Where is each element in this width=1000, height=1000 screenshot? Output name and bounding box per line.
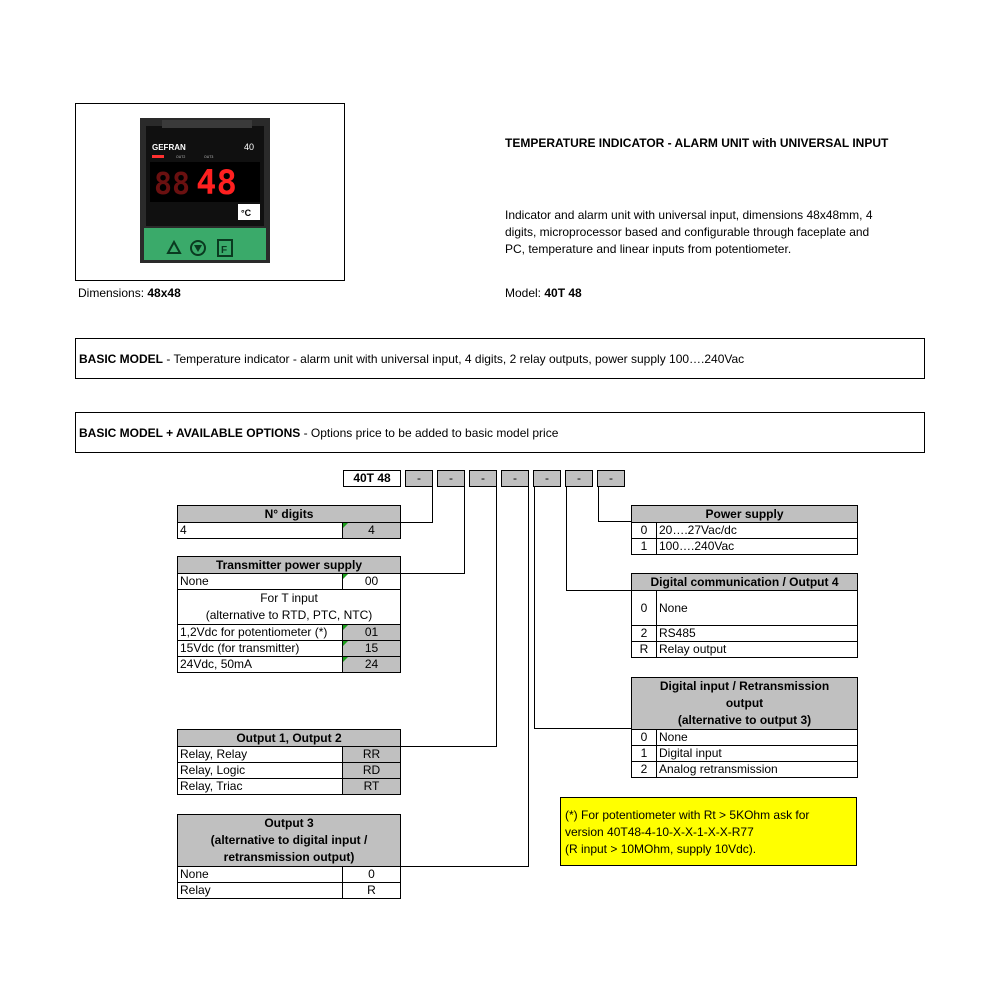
table-row: Relay, Logic RD [178, 763, 401, 779]
table-row: Relay, Triac RT [178, 779, 401, 795]
table-row: 1,2Vdc for potentiometer (*) 01 [178, 625, 401, 641]
table-row: 15Vdc (for transmitter) 15 [178, 641, 401, 657]
product-photo-frame [75, 103, 345, 281]
device-unit: °C [241, 208, 252, 218]
table-title: Transmitter power supply [178, 557, 401, 574]
table-transmitter-power [177, 556, 401, 673]
code-base-model: 40T 48 [343, 470, 401, 487]
options-label: BASIC MODEL + AVAILABLE OPTIONS [79, 425, 301, 440]
options-box [75, 412, 925, 453]
code-slot-digital-input: - [533, 470, 561, 487]
table-row: R Relay output [632, 642, 858, 658]
page-title: TEMPERATURE INDICATOR - ALARM UNIT with UNIVERSAL INPUT [505, 136, 889, 150]
options-text: - Options price to be added to basic model price [300, 425, 559, 440]
table-title: N° digits [178, 506, 401, 523]
svg-text:F: F [221, 245, 228, 256]
svg-text:48: 48 [196, 163, 237, 203]
basic-model-text: - Temperature indicator - alarm unit with universal input, 4 digits, 2 relay outputs, power supply 100….240Vac [163, 351, 745, 366]
table-row: None 00 [178, 574, 401, 590]
table-title: Digital communication / Output 4 [632, 574, 858, 591]
table-row: 2 RS485 [632, 626, 858, 642]
table-output12 [177, 729, 401, 795]
table-digital-comm [631, 573, 858, 658]
table-title: Output 3 (alternative to digital input / retransmission output) [178, 815, 401, 867]
table-row: 1 Digital input [632, 746, 858, 762]
table-power-supply [631, 505, 858, 555]
table-row: 0 None [632, 591, 858, 626]
controller-device-image [140, 118, 270, 263]
table-title: Power supply [632, 506, 858, 523]
code-slot-digital-comm: - [565, 470, 593, 487]
table-row: Relay, Relay RR [178, 747, 401, 763]
dimensions-line: Dimensions: 48x48 [78, 286, 181, 300]
svg-text:88: 88 [154, 167, 191, 202]
table-row: 1 100….240Vac [632, 539, 858, 555]
table-output3 [177, 814, 401, 899]
code-slot-digits: - [405, 470, 433, 487]
potentiometer-note: (*) For potentiometer with Rt > 5KOhm ask for version 40T48-4-10-X-X-1-X-X-R77 (R input > 10MOhm, supply 10Vdc). [560, 797, 857, 866]
basic-model-box [75, 338, 925, 379]
table-row: For T input (alternative to RTD, PTC, NTC) [178, 590, 401, 625]
table-row: 24Vdc, 50mA 24 [178, 657, 401, 673]
table-title: Digital input / Retransmission output (alternative to output 3) [632, 678, 858, 730]
code-slot-transmitter: - [437, 470, 465, 487]
table-row: 4 4 [178, 523, 401, 539]
dimensions-value: 48x48 [147, 286, 181, 300]
code-slot-output3: - [501, 470, 529, 487]
table-digital-input [631, 677, 858, 778]
connector-output3 [401, 487, 529, 867]
svg-text:OUT2: OUT2 [176, 155, 186, 159]
table-row: 2 Analog retransmission [632, 762, 858, 778]
table-row: None 0 [178, 867, 401, 883]
table-title: Output 1, Output 2 [178, 730, 401, 747]
code-slot-output12: - [469, 470, 497, 487]
device-brand: GEFRAN [152, 143, 186, 152]
connector-power [598, 487, 633, 522]
table-row: 0 20….27Vac/dc [632, 523, 858, 539]
model-line: Model: 40T 48 [505, 286, 582, 300]
product-description: Indicator and alarm unit with universal input, dimensions 48x48mm, 4 digits, microprocessor based and configurable through faceplate and PC, temperature and linear inputs from potentiometer. [505, 208, 873, 256]
svg-text:OUT3: OUT3 [204, 155, 214, 159]
table-n-digits [177, 505, 401, 539]
table-row: 0 None [632, 730, 858, 746]
basic-model-label: BASIC MODEL [79, 351, 163, 366]
table-row: Relay R [178, 883, 401, 899]
model-value: 40T 48 [544, 286, 582, 300]
device-model-number: 40 [244, 142, 255, 152]
code-slot-power: - [597, 470, 625, 487]
